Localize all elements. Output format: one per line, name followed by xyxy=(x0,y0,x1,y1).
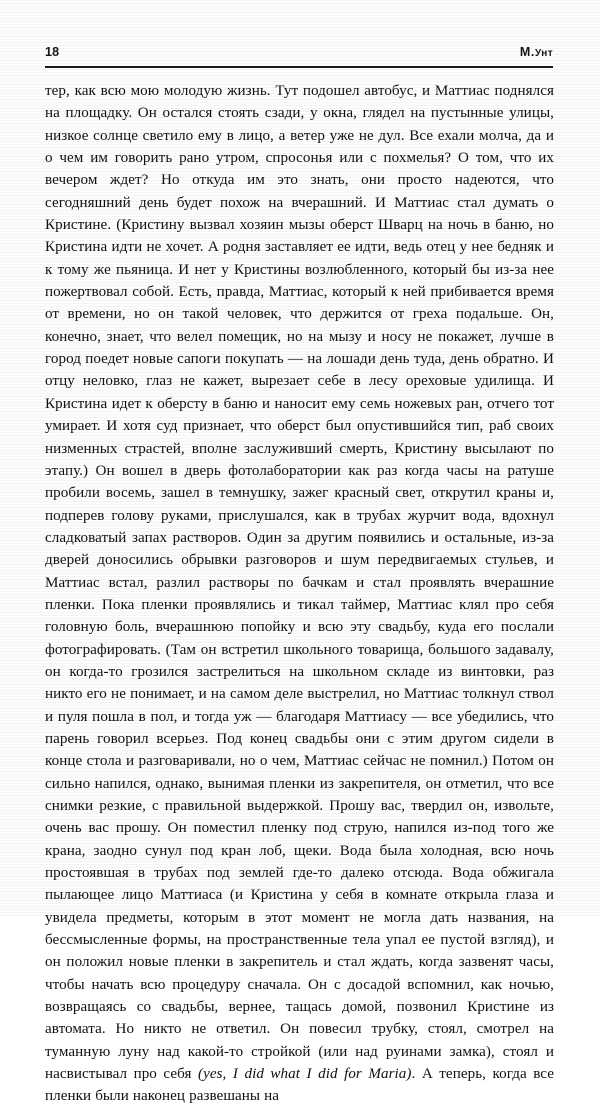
body-text-block xyxy=(45,80,554,1108)
running-head xyxy=(45,44,553,68)
body-paragraph xyxy=(45,80,554,1108)
italic-english-phrase: (yes, I did what I did for Maria) xyxy=(198,1066,412,1083)
author-surname: Унт xyxy=(535,48,553,59)
running-head-author xyxy=(520,44,553,62)
body-text-part-1: тер, как всю мою молодую жизнь. Тут подошел автобус, и Маттиас поднялся на площадку. Он остался стоять сзади, у окна, глядел на пустынные улицы, низкое солнце светило ему в лицо, а ветер уже не дул. Все ехали молча, да и о чем им говорить рано утром, спросонья или с похмелья? О том, что их вечером ждет? Но откуда им это знать, они просто надеются, что сегодняшний день будет похож на вчерашний. И Маттиас стал думать о Кристине. (Кристину вызвал хозяин мызы оберст Шварц на ночь в баню, но Кристина идти не хочет. А родня заставляет ее идти, ведь отец у нее бедняк и к тому же пьяница. И нет у Кристины возлюбленного, который бы из-за нее пожертвовал собой. Есть, правда, Маттиас, который к ней прибивается время от времени, но он такой человек, что держится от греха подальше. Он, конечно, знает, что велел помещик, но на мызу и носу не покажет, лучше в город поедет новые сапоги покупать — на лошади день туда, день обратно. И отцу неловко, глаз не кажет, вырезает себе в лесу ореховые удилища. И Кристина идет к оберсту в баню и наносит ему семь ножевых ран, отчего тот умирает. И хотя суд признает, что оберст был опустившийся тип, раб своих низменных страстей, вполне заслуживший смерть, Кристину высылают по этапу.) Он вошел в дверь фотолаборатории как раз когда часы на ратуше пробили восемь, зашел в темнушку, зажег красный свет, открутил краны и, подперев голову руками, прислушался, как в трубах журчит вода, вдохнул сладковатый запах растворов. Один за другим появились и остальные, из-за дверей доносились обрывки разговоров и шум передвигаемых стульев, и Маттиас встал, разлил растворы по бачкам и стал проявлять вчерашние пленки. Пока пленки проявлялись и тикал таймер, Маттиас клял про себя головную боль, вчерашнюю попойку и всю эту свадьбу, куда его послали фотографировать. (Там он встретил школьного товарища, большого задавалу, он когда-то грозился застрелиться на школьном складе из винтовки, раз никто его не понимает, и на самом деле выстрелил, но Маттиас толкнул ствол и пуля пошла в пол, и тогда уж — благодаря Маттиасу — все убедились, что парень говорил всерьез. Под конец свадьбы они с этим другом сидели в конце стола и разговаривали, но о чем, Маттиас сейчас не помнил.) Потом он сильно напился, однако, вынимая пленки из закрепителя, он отметил, что все снимки резкие, с правильной выдержкой. Прошу вас, твердил он, извольте, очень вас прошу. Он поместил пленку под струю, напился из-под того же крана, заодно сунул под кран лоб, щеки. Вода была холодная, всю ночь простоявшая в трубах под землей где-то далеко отсюда. Вода обжигала пылающее лицо Маттиаса (и Кристина у себя в комнате открыла глаза и увидела предметы, которым в этот момент не могла дать названия, на бессмысленные формы, на пространственные тела упал ее пустой взгляд), и он положил новые пленки в закрепитель и стал ждать, когда зазвенят часы, чтобы начать всю процедуру сначала. Он с досадой вспомнил, как ночью, возвращаясь со свадьбы, вернее, тащась домой, позвонил Кристине из автомата. Но никто не ответил. Он повесил трубку, стоял, смотрел на туманную луну над какой-то стройкой (или над руинами замка), стоял и насвистывал про себя xyxy=(45,83,554,1083)
author-initial: М. xyxy=(519,45,536,59)
page-number: 18 xyxy=(45,45,60,59)
body-text-part-2: . А теперь, когда все пленки были наконец развешаны на xyxy=(45,1066,555,1105)
